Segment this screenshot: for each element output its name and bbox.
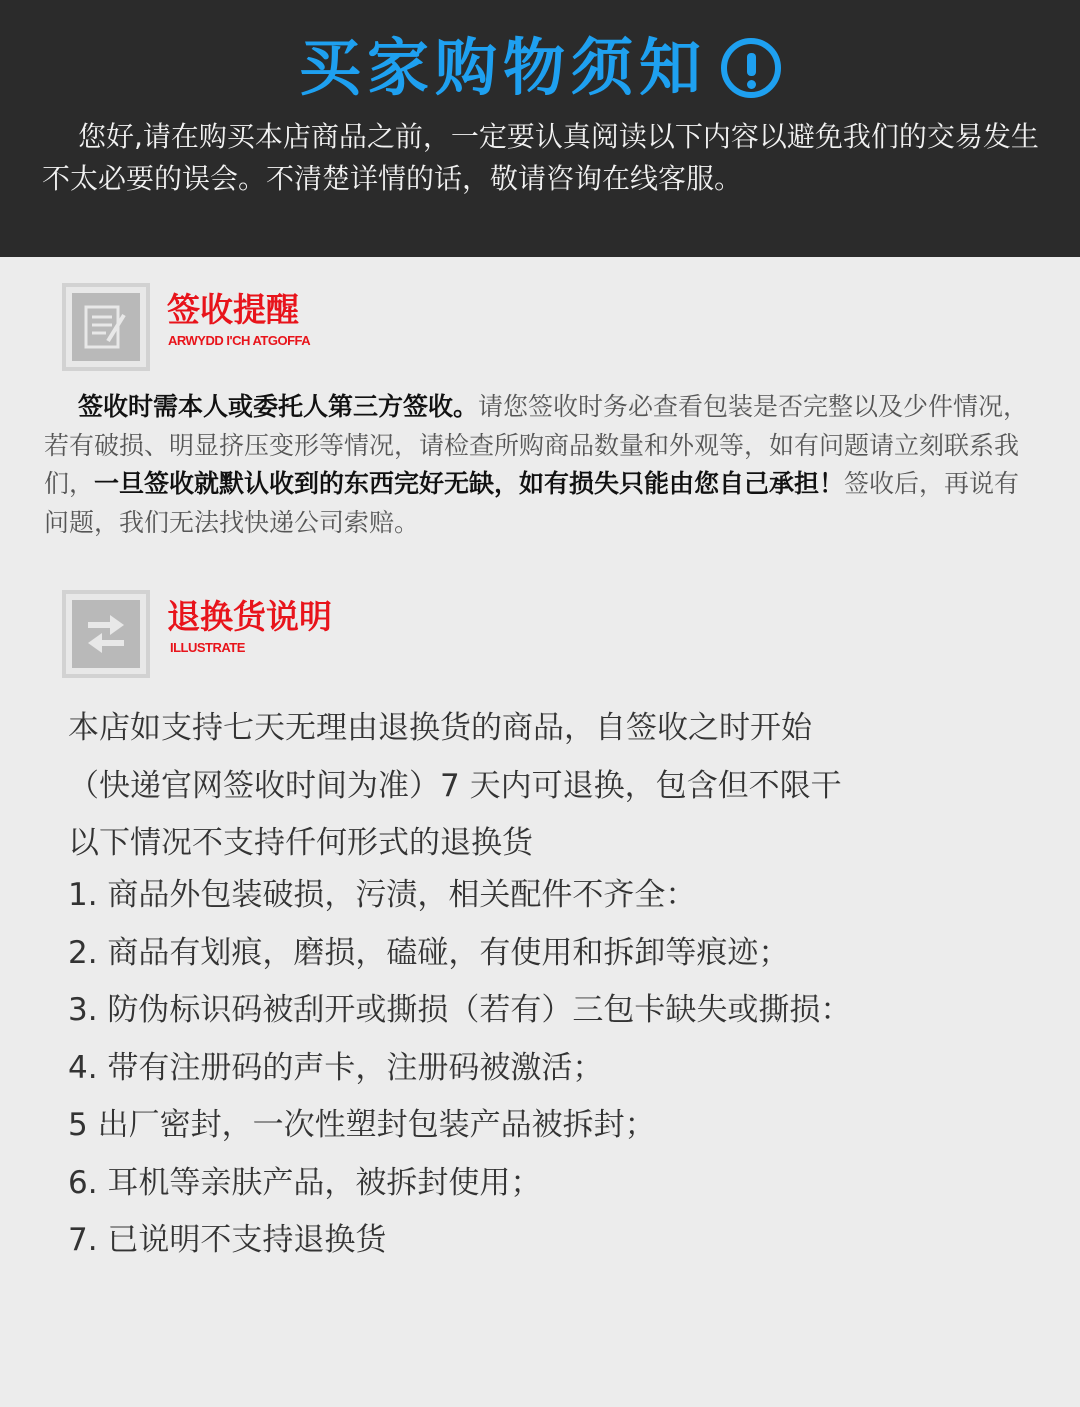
returns-list <box>68 867 1048 1270</box>
returns-line: （快递官网签收时间为准）7 天内可退换，包含但不限干 <box>68 767 842 804</box>
returns-line: 本店如支持七天无理由退换货的商品，自签收之时开始 <box>68 710 812 746</box>
sign-text-bold-1: 签收时需本人或委托人第三方签收。 <box>78 392 479 421</box>
exchange-arrows-icon <box>62 590 150 678</box>
exclamation-circle-icon <box>721 38 781 98</box>
list-item: 4. 带有注册码的声卡，注册码被激活； <box>68 1049 604 1086</box>
sign-paragraph <box>44 388 1044 542</box>
section-title-sign: 签收提醒 <box>167 290 299 329</box>
list-item: 7. 已说明不支持退换货 <box>68 1222 387 1258</box>
section-subtitle-returns: ILLUSTRATE <box>170 640 245 655</box>
list-item: 6. 耳机等亲肤产品，被拆封使用； <box>68 1164 542 1201</box>
sign-text-1: 请您签收时务必查看包装是否完整以及少件情况，若有破损、明显挤压变形等情况，请检查所购商品数量和外观等，如有问题请立刻联系我们， <box>44 392 1029 498</box>
returns-intro <box>68 700 1028 873</box>
list-item: 3. 防伪标识码被刮开或撕损（若有）三包卡缺失或撕损： <box>68 992 852 1028</box>
list-item: 1. 商品外包装破损，污渍，相关配件不齐全： <box>68 877 697 913</box>
document-edit-icon <box>62 283 150 371</box>
section-subtitle-sign: ARWYDD I'CH ATGOFFA <box>168 333 311 348</box>
list-item: 2. 商品有划痕，磨损，磕碰，有使用和拆卸等痕迹； <box>68 934 790 971</box>
title-row <box>0 28 1080 108</box>
intro-text: 您好,请在购买本店商品之前，一定要认真阅读以下内容以避免我们的交易发生不太必要的误会。不清楚详情的话，敬请咨询在线客服。 <box>42 120 1039 195</box>
page-title: 买家购物须知 <box>298 31 707 104</box>
sign-text-bold-2: 一旦签收就默认收到的东西完好无缺，如有损失只能由您自己承担！ <box>94 469 845 498</box>
sign-text-2: 签收后，再说有问题，我们无法找快递公司索赔。 <box>44 469 1020 537</box>
section-title-returns: 退换货说明 <box>167 597 332 636</box>
header-banner <box>0 0 1080 257</box>
returns-line: 以下情况不支持仟何形式的退换货 <box>68 825 533 861</box>
list-item: 5 出厂密封，一次性塑封包装产品被拆封； <box>68 1107 656 1143</box>
